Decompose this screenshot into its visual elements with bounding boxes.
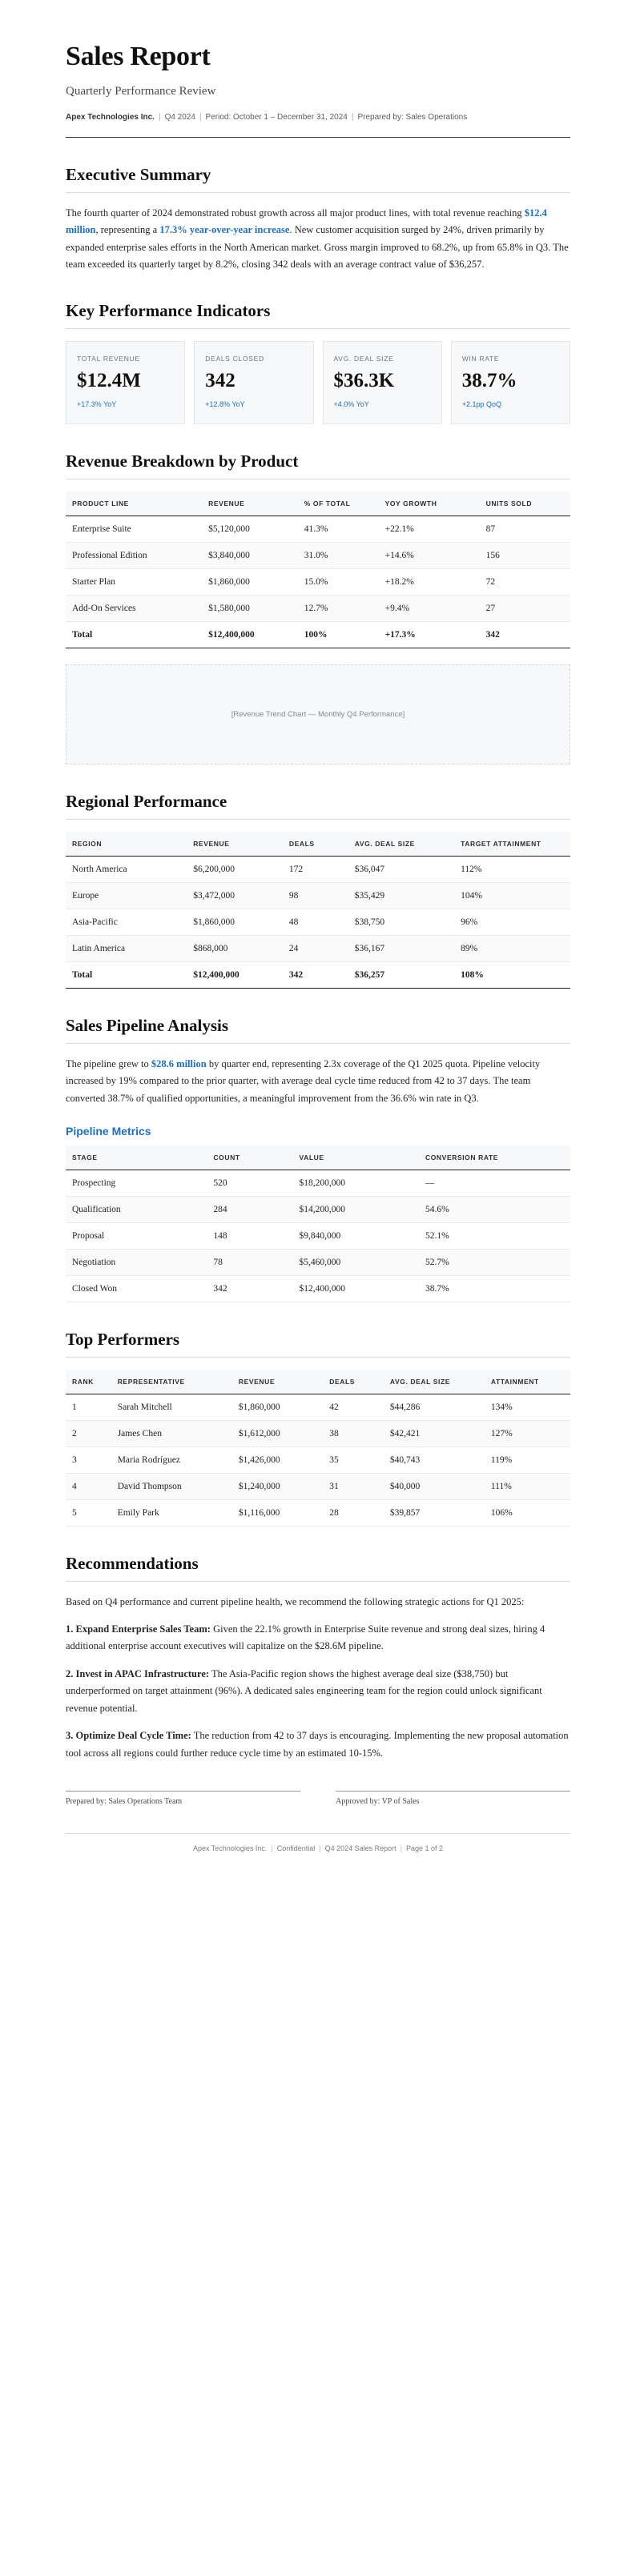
report-header — [66, 42, 570, 138]
cell-stage: Negotiation — [66, 1250, 207, 1276]
cell-avg-deal-size: $40,743 — [384, 1447, 485, 1474]
cell-revenue: $6,200,000 — [187, 856, 283, 882]
cell-avg-deal-size: $35,429 — [348, 882, 454, 909]
table-row — [66, 1170, 570, 1197]
cell-deals: 31 — [323, 1474, 384, 1500]
section-divider — [66, 192, 570, 193]
cell-units-sold: 156 — [480, 542, 570, 568]
footer-organization: Apex Technologies Inc. — [192, 1844, 268, 1853]
cell-rank: 4 — [66, 1474, 111, 1500]
table-header — [66, 1146, 570, 1170]
cell-count: 520 — [207, 1170, 292, 1197]
cell-revenue: $1,860,000 — [232, 1394, 323, 1421]
cell-total-label: Total — [66, 621, 202, 648]
revenue-trend-chart-placeholder — [66, 664, 570, 764]
cell-revenue: $1,612,000 — [232, 1421, 323, 1447]
section-heading: Revenue Breakdown by Product — [66, 451, 299, 471]
section-regional-performance — [66, 792, 570, 989]
cell-representative: Maria Rodríguez — [111, 1447, 232, 1474]
table-row — [66, 909, 570, 935]
kpi-label: AVG. DEAL SIZE — [333, 354, 394, 363]
column-header-representative: REPRESENTATIVE — [111, 1370, 232, 1394]
pipeline-text-b: by quarter end, representing 2.3x coverage of the Q1 2025 quota. Pipeline velocity increased by 19% compared to the prior quarter, with average deal cycle time reduced from 42 to 37 days. The team converted 38.7% of qualified opportunities, a meaningful improvement from the 36.6% win rate in Q3. — [66, 1057, 541, 1104]
column-header-product-line: PRODUCT LINE — [66, 492, 202, 516]
cell-avg-deal-size: $36,047 — [348, 856, 454, 882]
cell-deals: 38 — [323, 1421, 384, 1447]
table-row — [66, 1250, 570, 1276]
table-header-row — [66, 1146, 570, 1170]
cell-revenue: $1,580,000 — [202, 595, 298, 621]
cell-attainment: 134% — [485, 1394, 570, 1421]
cell-yoy-growth: +18.2% — [379, 568, 480, 595]
column-header-revenue: REVENUE — [187, 832, 283, 857]
recommendation-title: 3. Optimize Deal Cycle Time: — [66, 1730, 191, 1742]
kpi-delta: +2.1pp QoQ — [461, 399, 502, 408]
regional-performance-table — [66, 832, 570, 989]
cell-conversion-rate: — — [419, 1170, 570, 1197]
kpi-card-deals-closed — [194, 341, 313, 424]
cell-region: North America — [66, 856, 187, 882]
table-header-row — [66, 1370, 570, 1394]
cell-target-attainment: 104% — [454, 882, 570, 909]
header-divider — [66, 137, 570, 138]
cell-region: Latin America — [66, 935, 187, 961]
cell-revenue: $1,860,000 — [202, 568, 298, 595]
signature-line — [66, 1791, 300, 1792]
cell-conversion-rate: 52.1% — [419, 1223, 570, 1250]
column-header-value: VALUE — [292, 1146, 419, 1170]
cell-product-line: Starter Plan — [66, 568, 202, 595]
table-row — [66, 1394, 570, 1421]
cell-representative: James Chen — [111, 1421, 232, 1447]
cell-rank: 5 — [66, 1500, 111, 1527]
signature-block — [66, 1791, 570, 1806]
cell-stage: Closed Won — [66, 1276, 207, 1302]
cell-units-sold: 87 — [480, 516, 570, 542]
table-total-row — [66, 621, 570, 648]
column-header-yoy-growth: YOY GROWTH — [379, 492, 480, 516]
column-header-revenue: REVENUE — [202, 492, 298, 516]
table-row — [66, 1447, 570, 1474]
column-header-stage: STAGE — [66, 1146, 207, 1170]
pipeline-text-a: The pipeline grew to — [66, 1057, 151, 1069]
column-header-avg-deal-size: AVG. DEAL SIZE — [384, 1370, 485, 1394]
section-divider — [66, 1357, 570, 1358]
section-top-performers — [66, 1330, 570, 1527]
cell-count: 342 — [207, 1276, 292, 1302]
table-total-row — [66, 961, 570, 988]
table-row — [66, 1421, 570, 1447]
column-header-pct-total: % OF TOTAL — [298, 492, 379, 516]
cell-total-pct: 100% — [298, 621, 379, 648]
section-heading: Executive Summary — [66, 164, 211, 184]
footer-separator: | — [271, 1844, 273, 1853]
recommendation-item — [66, 1621, 570, 1655]
cell-revenue: $3,472,000 — [187, 882, 283, 909]
cell-deals: 98 — [283, 882, 348, 909]
kpi-card-total-revenue — [66, 341, 185, 424]
table-body — [66, 516, 570, 648]
cell-stage: Qualification — [66, 1197, 207, 1223]
cell-revenue: $5,120,000 — [202, 516, 298, 542]
cell-conversion-rate: 54.6% — [419, 1197, 570, 1223]
table-body — [66, 856, 570, 988]
cell-value: $9,840,000 — [292, 1223, 419, 1250]
pipeline-paragraph — [66, 1056, 570, 1108]
cell-revenue: $1,860,000 — [187, 909, 283, 935]
cell-conversion-rate: 52.7% — [419, 1250, 570, 1276]
column-header-deals: DEALS — [323, 1370, 384, 1394]
cell-total-deals: 342 — [283, 961, 348, 988]
cell-units-sold: 72 — [480, 568, 570, 595]
cell-yoy-growth: +22.1% — [379, 516, 480, 542]
kpi-card-avg-deal-size — [323, 341, 442, 424]
meta-period: Period: October 1 – December 31, 2024 — [205, 113, 348, 122]
top-performers-table — [66, 1370, 570, 1527]
table-row — [66, 1223, 570, 1250]
section-divider — [66, 328, 570, 329]
cell-count: 148 — [207, 1223, 292, 1250]
table-row — [66, 568, 570, 595]
cell-target-attainment: 89% — [454, 935, 570, 961]
section-pipeline-analysis — [66, 1016, 570, 1303]
cell-total-label: Total — [66, 961, 187, 988]
cell-product-line: Enterprise Suite — [66, 516, 202, 542]
recommendation-item — [66, 1727, 570, 1762]
column-header-deals: DEALS — [283, 832, 348, 857]
pipeline-metrics-table — [66, 1146, 570, 1302]
footer-separator: | — [400, 1844, 402, 1853]
cell-revenue: $1,116,000 — [232, 1500, 323, 1527]
cell-revenue: $1,426,000 — [232, 1447, 323, 1474]
cell-value: $14,200,000 — [292, 1197, 419, 1223]
meta-separator: | — [199, 113, 202, 122]
cell-deals: 48 — [283, 909, 348, 935]
cell-avg-deal-size: $36,167 — [348, 935, 454, 961]
page-title: Sales Report — [66, 42, 211, 71]
cell-avg-deal-size: $42,421 — [384, 1421, 485, 1447]
cell-product-line: Professional Edition — [66, 542, 202, 568]
cell-rank: 3 — [66, 1447, 111, 1474]
table-row — [66, 1197, 570, 1223]
cell-target-attainment: 112% — [454, 856, 570, 882]
summary-text-b: , representing a — [95, 224, 160, 235]
chart-placeholder-label: [Revenue Trend Chart — Monthly Q4 Performance] — [231, 709, 405, 719]
recommendations-intro: Based on Q4 performance and current pipeline health, we recommend the following strategic actions for Q1 2025: — [66, 1596, 525, 1608]
signature-approved-by — [336, 1791, 570, 1806]
signature-label: Prepared by: Sales Operations Team — [66, 1797, 183, 1807]
cell-count: 284 — [207, 1197, 292, 1223]
kpi-label: TOTAL REVENUE — [77, 354, 140, 363]
cell-pct-total: 15.0% — [298, 568, 379, 595]
footer-separator: | — [319, 1844, 321, 1853]
cell-deals: 42 — [323, 1394, 384, 1421]
table-body — [66, 1170, 570, 1302]
section-executive-summary — [66, 165, 570, 274]
recommendation-body: Given the 22.1% growth in Enterprise Suite revenue and strong deal sizes, hiring 4 additional enterprise account executives will capitalize on the $28.6M pipeline. — [66, 1623, 545, 1652]
cell-conversion-rate: 38.7% — [419, 1276, 570, 1302]
cell-value: $18,200,000 — [292, 1170, 419, 1197]
cell-deals: 24 — [283, 935, 348, 961]
summary-highlight-growth: 17.3% year-over-year increase — [159, 224, 290, 235]
kpi-value: 38.7% — [461, 370, 517, 392]
column-header-conversion-rate: CONVERSION RATE — [419, 1146, 570, 1170]
kpi-value: $36.3K — [333, 370, 395, 392]
table-row — [66, 1276, 570, 1302]
cell-deals: 28 — [323, 1500, 384, 1527]
cell-pct-total: 41.3% — [298, 516, 379, 542]
cell-region: Europe — [66, 882, 187, 909]
page-footer — [66, 1833, 570, 1852]
table-header-row — [66, 832, 570, 857]
section-divider — [66, 1043, 570, 1044]
executive-summary-paragraph — [66, 205, 570, 274]
cell-representative: Emily Park — [111, 1500, 232, 1527]
column-header-region: REGION — [66, 832, 187, 857]
cell-rank: 1 — [66, 1394, 111, 1421]
section-kpi — [66, 301, 570, 424]
column-header-target-attainment: TARGET ATTAINMENT — [454, 832, 570, 857]
meta-separator: | — [351, 113, 354, 122]
kpi-delta: +12.8% YoY — [205, 399, 245, 408]
summary-highlight-revenue: $12.4 million — [66, 207, 547, 235]
section-heading: Regional Performance — [66, 791, 227, 811]
cell-yoy-growth: +9.4% — [379, 595, 480, 621]
signature-label: Approved by: VP of Sales — [336, 1797, 420, 1807]
cell-units-sold: 27 — [480, 595, 570, 621]
section-divider — [66, 1581, 570, 1582]
table-row — [66, 935, 570, 961]
cell-yoy-growth: +14.6% — [379, 542, 480, 568]
table-row — [66, 542, 570, 568]
column-header-units-sold: UNITS SOLD — [480, 492, 570, 516]
cell-avg-deal-size: $44,286 — [384, 1394, 485, 1421]
cell-revenue: $868,000 — [187, 935, 283, 961]
kpi-value: 342 — [205, 370, 235, 392]
section-revenue-breakdown — [66, 451, 570, 764]
cell-target-attainment: 96% — [454, 909, 570, 935]
footer-classification: Confidential — [276, 1844, 316, 1853]
meta-quarter: Q4 2024 — [164, 113, 195, 122]
pipeline-highlight-value: $28.6 million — [151, 1057, 207, 1069]
document-meta — [66, 111, 570, 124]
summary-text-a: The fourth quarter of 2024 demonstrated robust growth across all major product lines, with total revenue reaching — [66, 207, 525, 219]
column-header-revenue: REVENUE — [232, 1370, 323, 1394]
table-header — [66, 1370, 570, 1394]
cell-attainment: 106% — [485, 1500, 570, 1527]
table-body — [66, 1394, 570, 1527]
cell-total-avg-deal-size: $36,257 — [348, 961, 454, 988]
cell-representative: David Thompson — [111, 1474, 232, 1500]
table-row — [66, 882, 570, 909]
cell-deals: 35 — [323, 1447, 384, 1474]
cell-value: $5,460,000 — [292, 1250, 419, 1276]
summary-text-c: . New customer acquisition surged by 24%, driven primarily by expanded enterprise sales efforts in the North American market. Gross margin improved to 68.2%, up from 65.8% in Q3. The team exceeded its quarterly target by 8.2%, closing 342 deals with an average contract value of $36,257. — [66, 224, 569, 270]
kpi-label: DEALS CLOSED — [205, 354, 264, 363]
subsection-heading-pipeline-metrics: Pipeline Metrics — [66, 1125, 151, 1138]
cell-rank: 2 — [66, 1421, 111, 1447]
section-recommendations — [66, 1554, 570, 1762]
recommendation-body: The reduction from 42 to 37 days is encouraging. Implementing the new proposal automation tool across all regions could further reduce cycle time by an estimated 10-15%. — [66, 1730, 569, 1759]
column-header-avg-deal-size: AVG. DEAL SIZE — [348, 832, 454, 857]
cell-pct-total: 12.7% — [298, 595, 379, 621]
recommendation-title: 1. Expand Enterprise Sales Team: — [66, 1623, 211, 1635]
kpi-delta: +4.0% YoY — [333, 399, 369, 408]
table-header — [66, 832, 570, 857]
cell-total-revenue: $12,400,000 — [187, 961, 283, 988]
kpi-card-row — [66, 341, 570, 424]
cell-attainment: 111% — [485, 1474, 570, 1500]
column-header-count: COUNT — [207, 1146, 292, 1170]
recommendation-body: The Asia-Pacific region shows the highest average deal size ($38,750) but underperformed on target attainment (96%). A dedicated sales engineering team for the region could unlock significant revenue potential. — [66, 1667, 542, 1714]
signature-prepared-by — [66, 1791, 300, 1806]
table-header-row — [66, 492, 570, 516]
table-row — [66, 1474, 570, 1500]
recommendation-item — [66, 1666, 570, 1718]
section-divider — [66, 819, 570, 820]
table-row — [66, 595, 570, 621]
cell-total-revenue: $12,400,000 — [202, 621, 298, 648]
footer-page-number: Page 1 of 2 — [405, 1844, 444, 1853]
column-header-attainment: ATTAINMENT — [485, 1370, 570, 1394]
cell-count: 78 — [207, 1250, 292, 1276]
cell-attainment: 119% — [485, 1447, 570, 1474]
section-heading: Recommendations — [66, 1554, 199, 1574]
kpi-card-win-rate — [451, 341, 570, 424]
cell-pct-total: 31.0% — [298, 542, 379, 568]
cell-stage: Prospecting — [66, 1170, 207, 1197]
cell-deals: 172 — [283, 856, 348, 882]
meta-separator: | — [158, 113, 161, 122]
column-header-rank: RANK — [66, 1370, 111, 1394]
cell-total-units: 342 — [480, 621, 570, 648]
footer-document-name: Q4 2024 Sales Report — [324, 1844, 396, 1853]
kpi-delta: +17.3% YoY — [77, 399, 117, 408]
revenue-breakdown-table — [66, 492, 570, 648]
meta-prepared-by: Prepared by: Sales Operations — [357, 113, 468, 122]
cell-revenue: $3,840,000 — [202, 542, 298, 568]
section-heading: Key Performance Indicators — [66, 300, 271, 320]
cell-region: Asia-Pacific — [66, 909, 187, 935]
table-header — [66, 492, 570, 516]
table-row — [66, 516, 570, 542]
cell-representative: Sarah Mitchell — [111, 1394, 232, 1421]
cell-stage: Proposal — [66, 1223, 207, 1250]
recommendation-title: 2. Invest in APAC Infrastructure: — [66, 1667, 210, 1679]
table-row — [66, 856, 570, 882]
cell-revenue: $1,240,000 — [232, 1474, 323, 1500]
cell-avg-deal-size: $40,000 — [384, 1474, 485, 1500]
cell-attainment: 127% — [485, 1421, 570, 1447]
cell-avg-deal-size: $38,750 — [348, 909, 454, 935]
table-row — [66, 1500, 570, 1527]
cell-total-yoy: +17.3% — [379, 621, 480, 648]
cell-avg-deal-size: $39,857 — [384, 1500, 485, 1527]
section-heading: Top Performers — [66, 1330, 180, 1350]
page-subtitle: Quarterly Performance Review — [66, 85, 216, 98]
meta-organization: Apex Technologies Inc. — [66, 113, 155, 122]
kpi-label: WIN RATE — [461, 354, 500, 363]
section-heading: Sales Pipeline Analysis — [66, 1015, 229, 1035]
kpi-value: $12.4M — [77, 370, 141, 392]
cell-total-attainment: 108% — [454, 961, 570, 988]
cell-value: $12,400,000 — [292, 1276, 419, 1302]
cell-product-line: Add-On Services — [66, 595, 202, 621]
signature-line — [336, 1791, 570, 1792]
